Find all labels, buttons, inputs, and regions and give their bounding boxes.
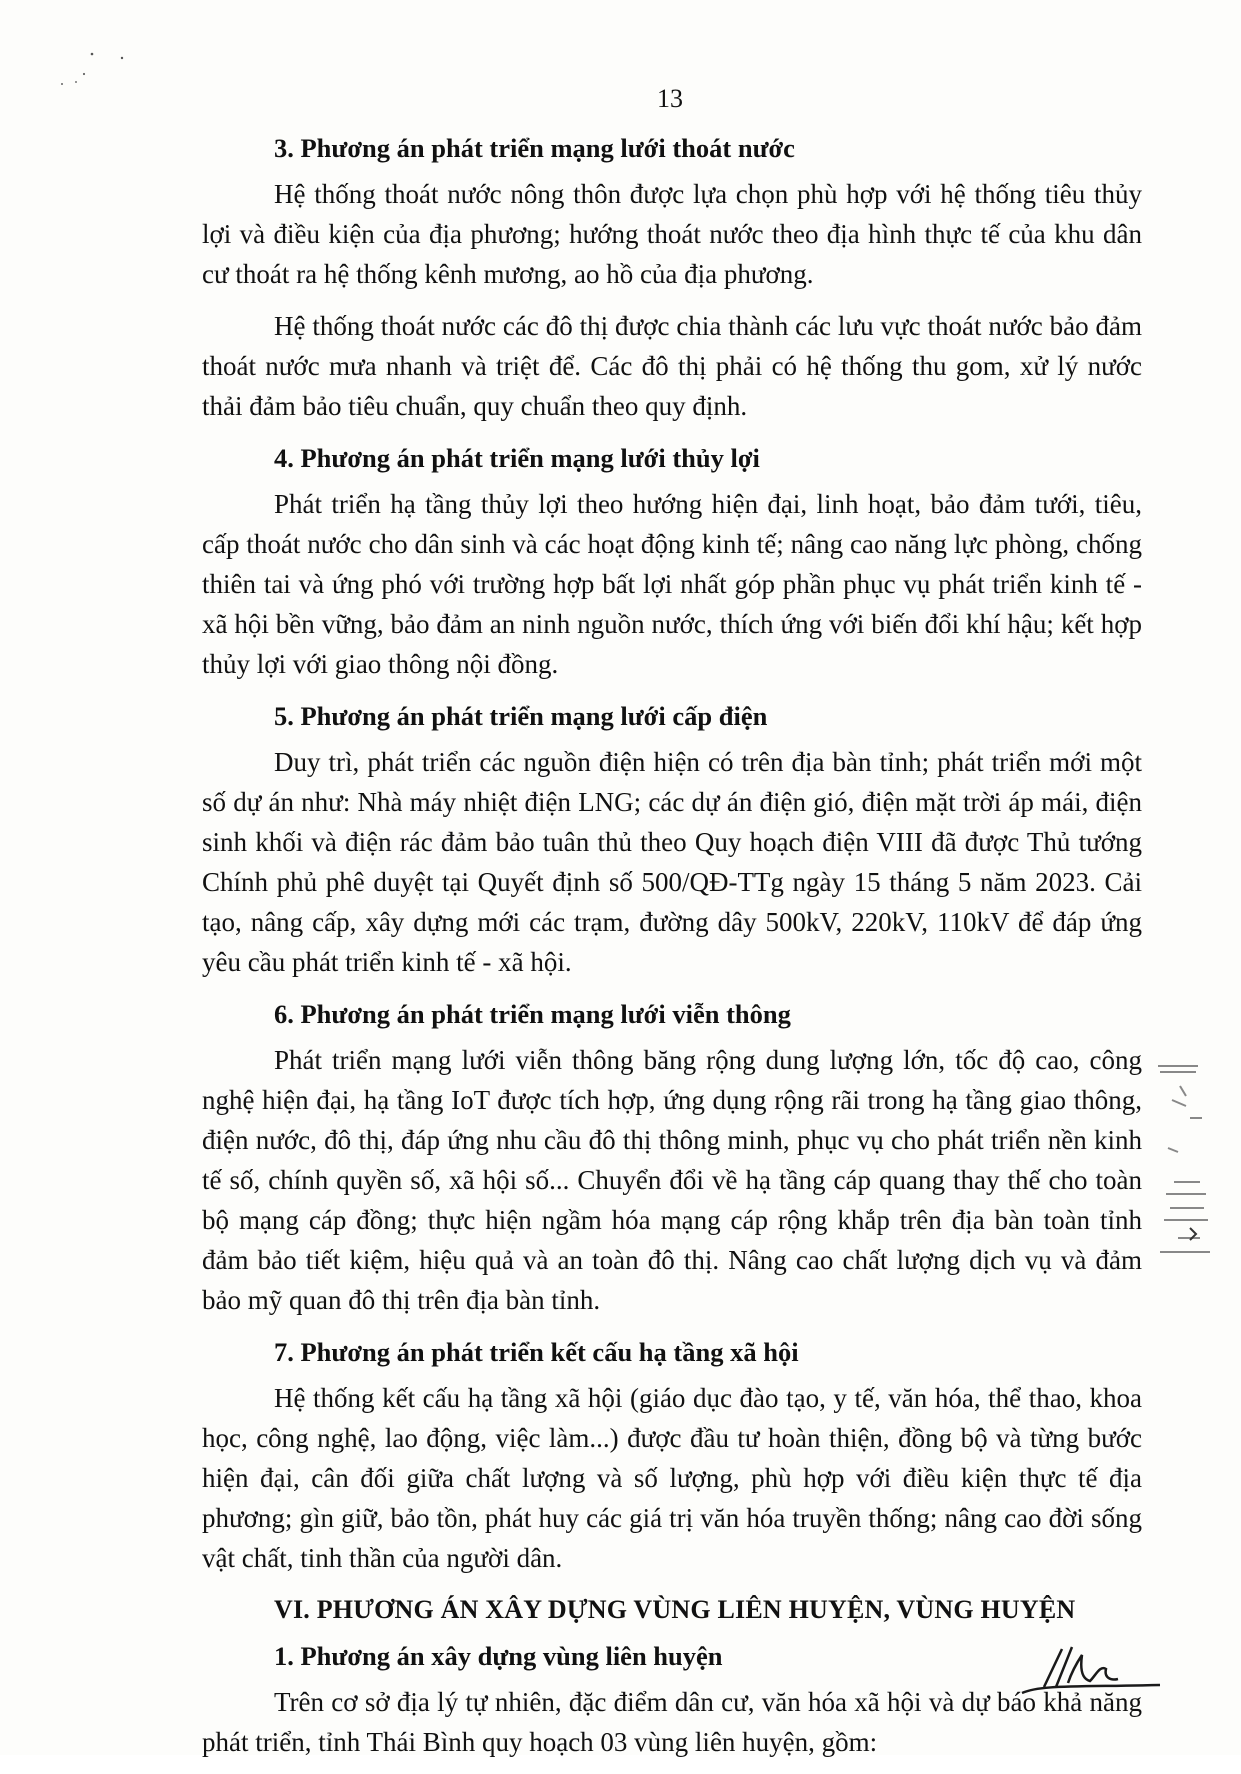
paragraph: Duy trì, phát triển các nguồn điện hiện có trên địa bàn tỉnh; phát triển mới một số dự án như: Nhà máy nhiệt điện LNG; các dự án điện gió, điện mặt trời áp mái, điện sinh khối và điện rác đảm bảo tuân thủ theo Quy hoạch điện VIII đã được Thủ tướng Chính phủ phê duyệt tại Quyết định số 500/QĐ-TTg ngày 15 tháng 5 năm 2023. Cải tạo, nâng cấp, xây dựng mới các trạm, đường dây 500kV, 220kV, 110kV để đáp ứng yêu cầu phát triển kinh tế - xã hội. <box>202 747 1142 977</box>
signature <box>1010 1635 1170 1705</box>
paragraph: Phát triển hạ tầng thủy lợi theo hướng hiện đại, linh hoạt, bảo đảm tưới, tiêu, cấp thoát nước cho dân sinh và các hoạt động kinh tế; nâng cao năng lực phòng, chống thiên tai và ứng phó với trường hợp bất lợi nhất góp phần phục vụ phát triển kinh tế - xã hội bền vững, bảo đảm an ninh nguồn nước, thích ứng với biến đổi khí hậu; kết hợp thủy lợi với giao thông nội đồng. <box>202 489 1142 679</box>
chapter-heading: VI. PHƯƠNG ÁN XÂY DỰNG VÙNG LIÊN HUYỆN, VÙNG HUYỆN <box>274 1595 1076 1624</box>
section-heading: 4. Phương án phát triển mạng lưới thủy lợi <box>274 443 760 473</box>
section-heading: 5. Phương án phát triển mạng lưới cấp điện <box>274 701 768 731</box>
section-drainage <box>202 128 1142 426</box>
section-inter-district <box>202 1636 1142 1762</box>
section-heading: 1. Phương án xây dựng vùng liên huyện <box>274 1641 723 1671</box>
paragraph: Hệ thống thoát nước nông thôn được lựa chọn phù hợp với hệ thống tiêu thủy lợi và điều kiện của địa phương; hướng thoát nước theo địa hình thực tế của khu dân cư thoát ra hệ thống kênh mương, ao hồ của địa phương. <box>202 179 1142 289</box>
section-heading: 7. Phương án phát triển kết cấu hạ tầng xã hội <box>274 1337 799 1367</box>
section-heading: 6. Phương án phát triển mạng lưới viễn thông <box>274 999 791 1029</box>
section-heading: 3. Phương án phát triển mạng lưới thoát nước <box>274 133 795 163</box>
section-social-infrastructure <box>202 1332 1142 1578</box>
section-telecom <box>202 994 1142 1320</box>
paragraph: Phát triển mạng lưới viễn thông băng rộng dung lượng lớn, tốc độ cao, công nghệ hiện đại, hạ tầng IoT được tích hợp, ứng dụng rộng rãi trong hạ tầng giao thông, điện nước, đô thị, đáp ứng nhu cầu đô thị thông minh, phục vụ cho phát triển nền kinh tế số, chính quyền số, xã hội số... Chuyển đổi về hạ tầng cáp quang thay thế cho toàn bộ mạng cáp đồng; thực hiện ngầm hóa mạng cáp rộng khắp trên địa bàn toàn tỉnh đảm bảo tiết kiệm, hiệu quả và an toàn đô thị. Nâng cao chất lượng dịch vụ và đảm bảo mỹ quan đô thị trên địa bàn tỉnh. <box>202 1045 1142 1315</box>
paragraph: Trên cơ sở địa lý tự nhiên, đặc điểm dân cư, văn hóa xã hội và dự báo khả năng phát triển, tỉnh Thái Bình quy hoạch 03 vùng liên huyện, gồm: <box>202 1687 1142 1757</box>
paragraph: Hệ thống kết cấu hạ tầng xã hội (giáo dục đào tạo, y tế, văn hóa, thể thao, khoa học, công nghệ, lao động, việc làm...) được đầu tư hoàn thiện, đồng bộ và từng bước hiện đại, cân đối giữa chất lượng và số lượng, phù hợp với điều kiện thực tế địa phương; gìn giữ, bảo tồn, phát huy các giá trị văn hóa truyền thống; nâng cao đời sống vật chất, tinh thần của người dân. <box>202 1383 1142 1573</box>
section-power-supply <box>202 696 1142 982</box>
page-number: 13 <box>657 84 683 113</box>
paragraph: Hệ thống thoát nước các đô thị được chia thành các lưu vực thoát nước bảo đảm thoát nước mưa nhanh và triệt để. Các đô thị phải có hệ thống thu gom, xử lý nước thải đảm bảo tiêu chuẩn, quy chuẩn theo quy định. <box>202 311 1142 421</box>
scan-artifact-mark <box>1150 1060 1230 1270</box>
document-body <box>202 128 1142 1774</box>
section-irrigation <box>202 438 1142 684</box>
